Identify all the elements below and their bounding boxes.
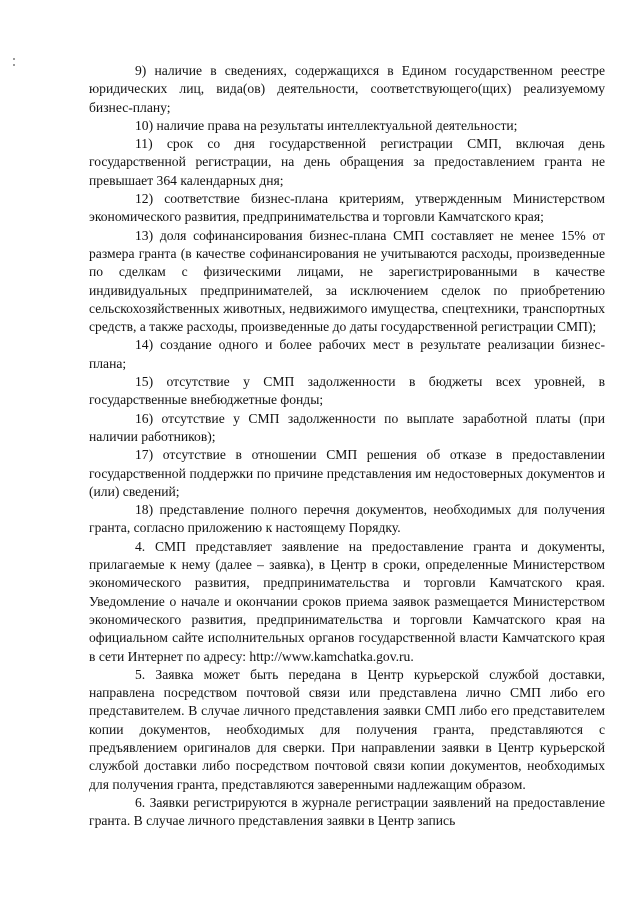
paragraph-item-17: 17) отсутствие в отношении СМП решения об отказе в предоставлении государственной поддержки по причине представления им недостоверных документов и (или) сведений; <box>89 447 605 499</box>
paragraph-item-12: 12) соответствие бизнес-плана критериям, утвержденным Министерством экономического развития, предпринимательства и торговли Камчатского края; <box>89 191 605 225</box>
paragraph-item-10: 10) наличие права на результаты интеллектуальной деятельности; <box>135 117 518 133</box>
paragraph-section-6: 6. Заявки регистрируются в журнале регистрации заявлений на предоставление гранта. В случае личного представления заявки в Центр запись <box>89 794 605 829</box>
paragraph-section-4: 4. СМП представляет заявление на предоставление гранта и документы, прилагаемые к нему (далее – заявка), в Центр в сроки, определенные Министерством экономического развития, предпринимательства и торговли Камчатского края. Уведомление о начале и окончании сроков приема заявок размещается Министерством экономического развития, предпринимательства и торговли Камчатского края на официальном сайте исполнительных органов государственной власти Камчатского края в сети Интернет по адресу: http://www.kamchatka.gov.ru. <box>89 538 605 664</box>
paragraph-item-15: 15) отсутствие у СМП задолженности в бюджеты всех уровней, в государственные внебюджетные фонды; <box>89 374 605 408</box>
paragraph-item-9: 9) наличие в сведениях, содержащихся в Едином государственном реестре юридических лиц, вида(ов) деятельности, соответствующего(щих) реализуемому бизнес-плану; <box>89 63 605 115</box>
paragraph-item-16: 16) отсутствие у СМП задолженности по выплате заработной платы (при наличии работников); <box>89 410 605 444</box>
paragraph-item-13: 13) доля софинансирования бизнес-плана СМП составляет не менее 15% от размера гранта (в качестве софинансирования не учитываются расходы, произведенные по сделкам с физическими лицами, не зарегистрированными в качестве индивидуальных предпринимателей, за исключением сделок по приобретению сельскохозяйственных животных, недвижимого имущества, спецтехники, транспортных средств, а также расходы, произведенные до даты государственной регистрации СМП); <box>89 227 605 335</box>
scan-speck <box>13 64 15 66</box>
document-body <box>89 62 605 830</box>
scan-speck <box>13 58 15 60</box>
paragraph-item-18: 18) представление полного перечня документов, необходимых для получения гранта, согласно приложению к настоящему Порядку. <box>89 502 605 536</box>
paragraph-item-14: 14) создание одного и более рабочих мест в результате реализации бизнес-плана; <box>89 337 605 371</box>
paragraph-section-5: 5. Заявка может быть передана в Центр курьерской службой доставки, направлена посредством почтовой связи или представлена лично СМП либо его представителем. В случае личного представления заявки СМП либо его представителем копии документов, необходимых для получения гранта, представляются с предъявлением оригиналов для сверки. При направлении заявки в Центр курьерской службой доставки либо посредством почтовой связи копии документов, необходимых для получения гранта, представляются заверенными надлежащим образом. <box>89 666 605 792</box>
paragraph-item-11: 11) срок со дня государственной регистрации СМП, включая день государственной регистрации, на день обращения за предоставлением гранта не превышает 364 календарных дня; <box>89 136 605 188</box>
